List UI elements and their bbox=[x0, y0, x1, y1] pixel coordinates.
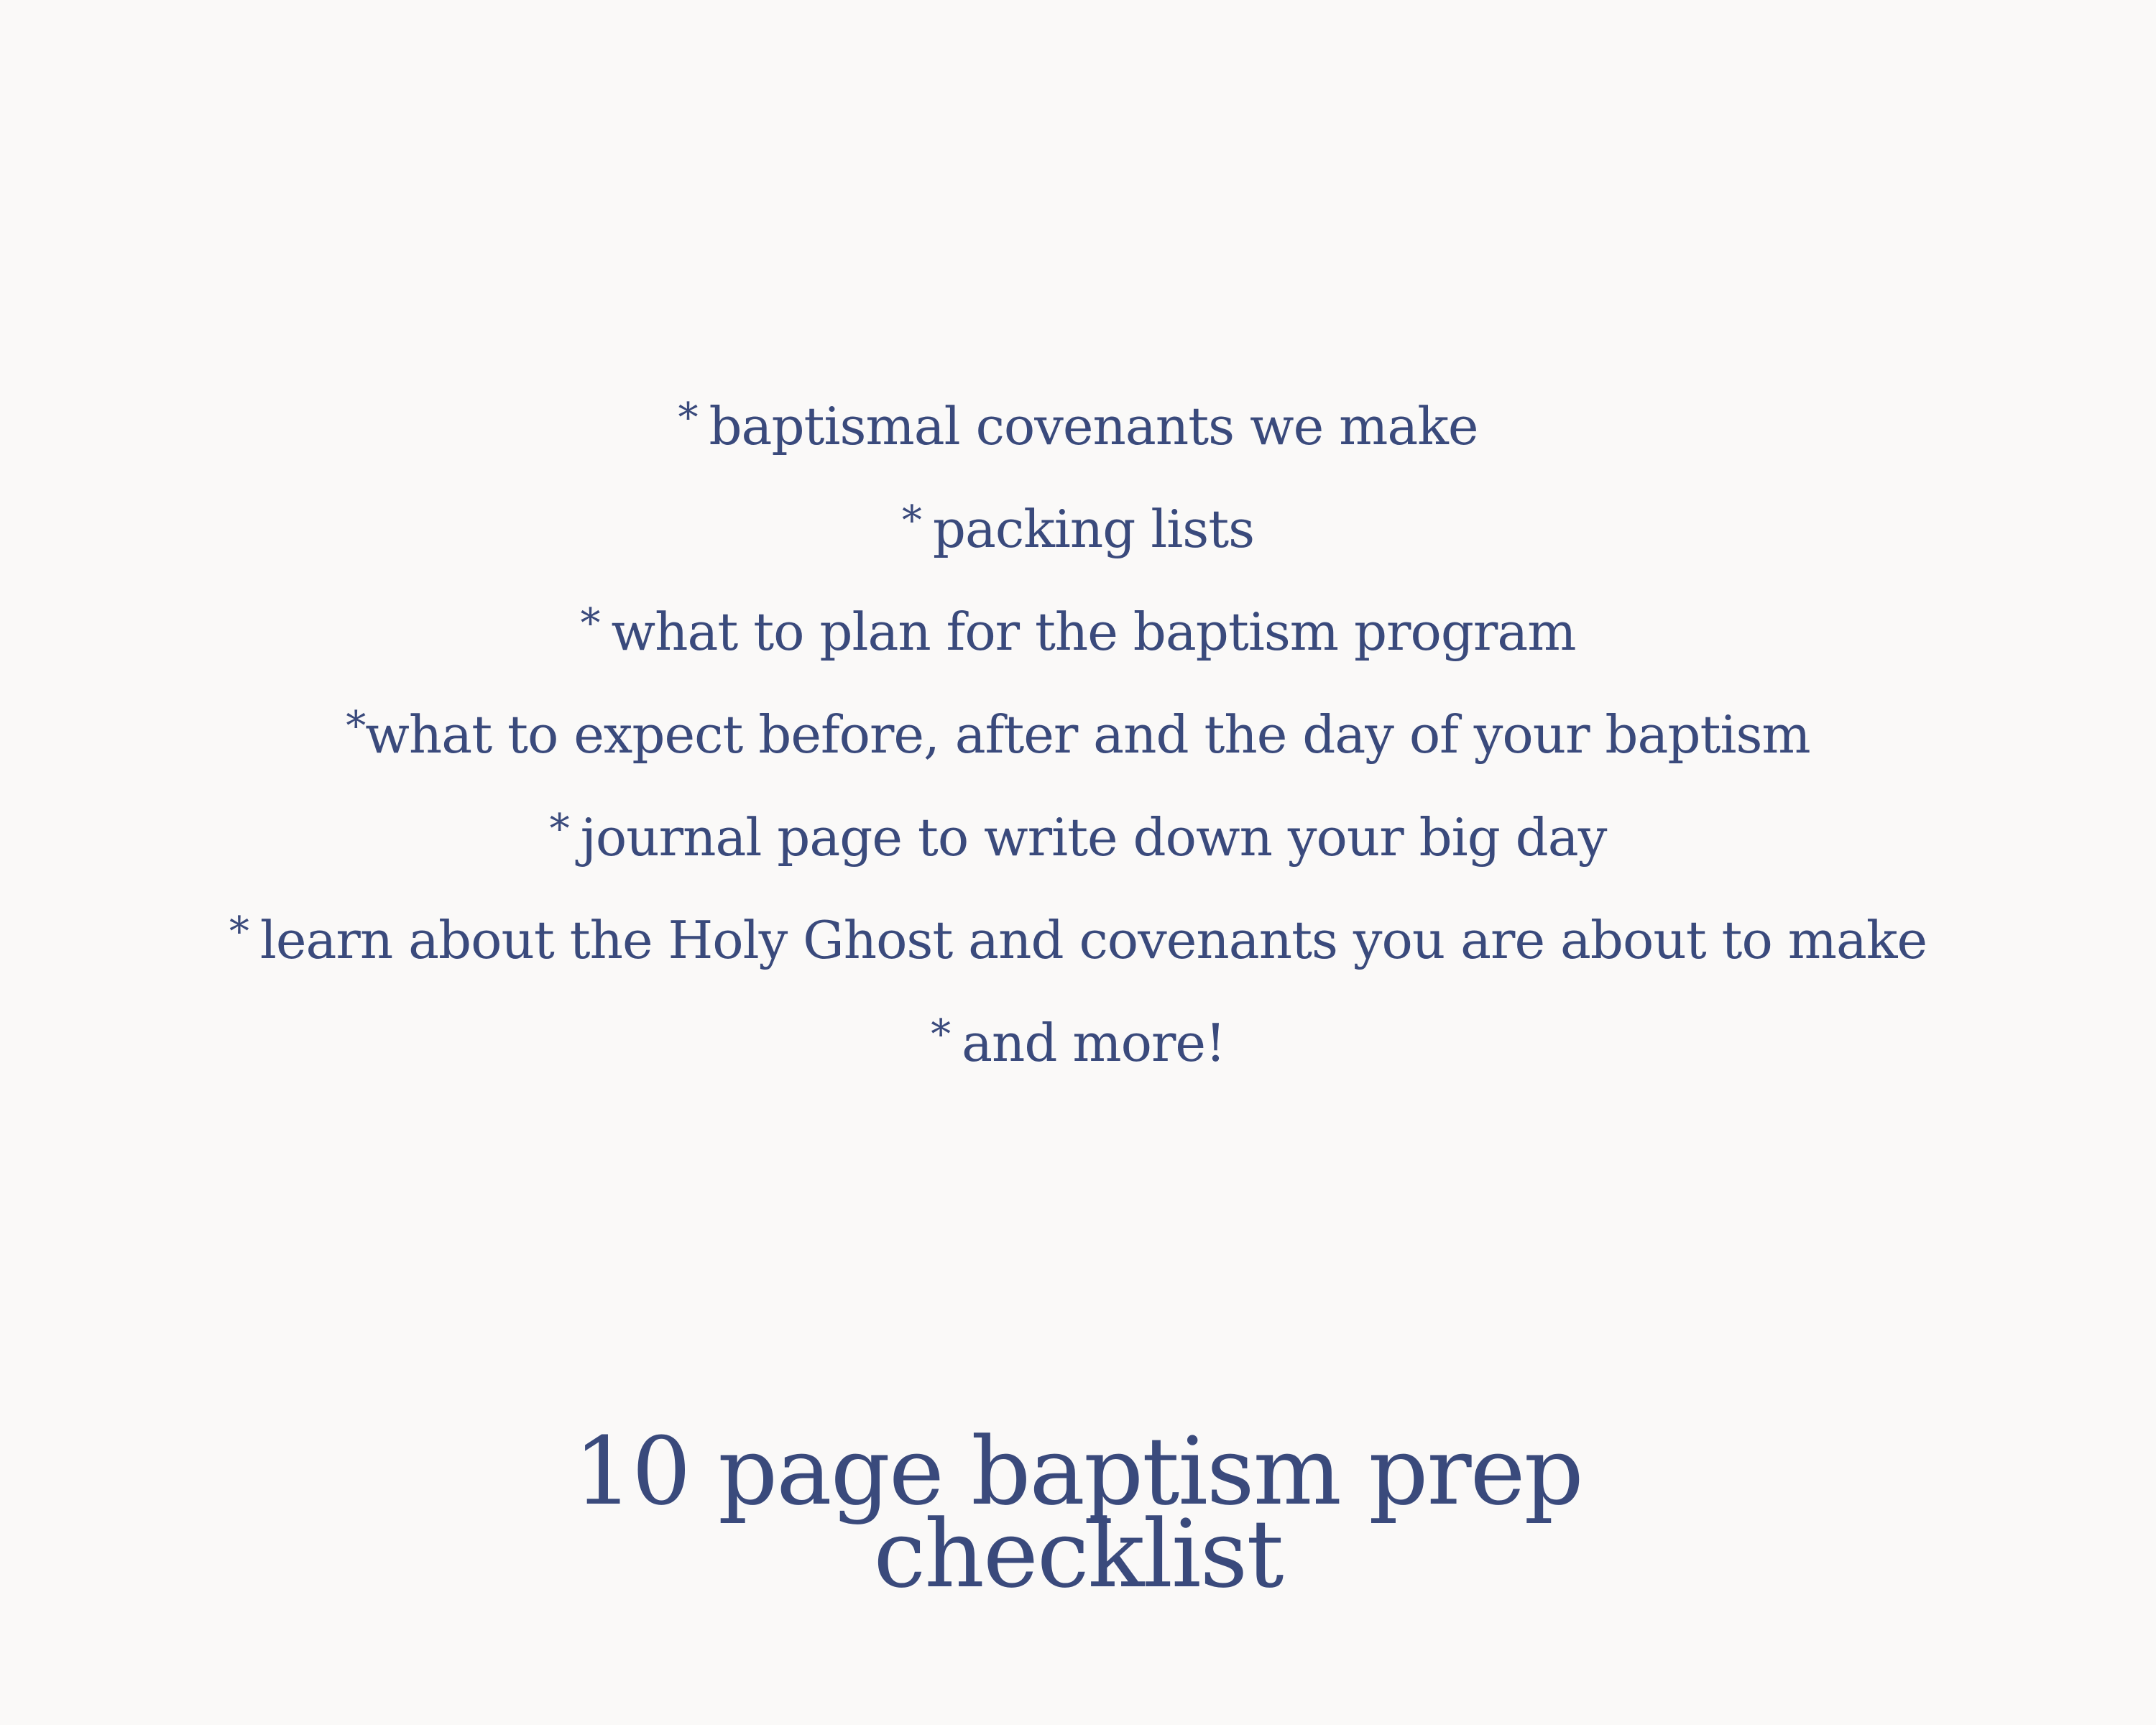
feature-item bbox=[0, 572, 2156, 675]
bullet-star: * bbox=[346, 703, 366, 750]
title-line-1: 10 page baptism prep bbox=[573, 1417, 1583, 1526]
feature-item bbox=[0, 367, 2156, 469]
feature-item bbox=[0, 675, 2156, 778]
bullet-star: * bbox=[931, 1011, 951, 1058]
feature-text: what to plan for the baptism program bbox=[611, 602, 1576, 662]
bullet-star: * bbox=[678, 395, 698, 441]
bullet-star: * bbox=[901, 497, 921, 544]
feature-text: learn about the Holy Ghost and covenants you are about to make bbox=[259, 910, 1927, 970]
title-line-2: checklist bbox=[873, 1499, 1283, 1609]
feature-item bbox=[0, 880, 2156, 983]
page-title bbox=[0, 1417, 2156, 1609]
bullet-star: * bbox=[229, 908, 249, 955]
bullet-star: * bbox=[549, 806, 569, 852]
feature-text: packing lists bbox=[932, 499, 1255, 559]
feature-text: and more! bbox=[962, 1013, 1225, 1073]
feature-text: baptismal covenants we make bbox=[709, 396, 1478, 456]
feature-list bbox=[0, 367, 2156, 1086]
feature-item bbox=[0, 469, 2156, 572]
bullet-star: * bbox=[580, 600, 600, 647]
feature-text: journal page to write down your big day bbox=[580, 807, 1607, 868]
feature-text: what to expect before, after and the day of your baptism bbox=[365, 704, 1810, 765]
feature-item bbox=[0, 778, 2156, 880]
feature-item bbox=[0, 983, 2156, 1086]
